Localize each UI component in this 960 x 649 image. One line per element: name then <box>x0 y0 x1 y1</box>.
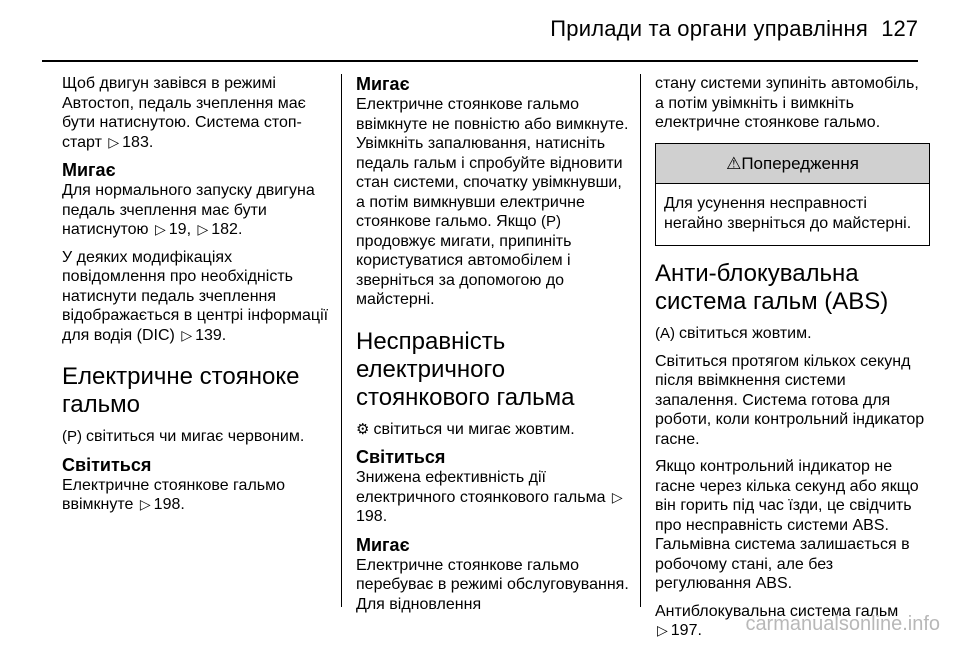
page-ref[interactable]: 182. <box>211 221 243 238</box>
paragraph: Електричне стоянкове гальмо ввімкнуте не повністю або вимкнуте. Увімкніть запалювання, натисніть педаль гальм і спробуйте відновити стан системи, спочатку увімкнувши, а потім вимкнувши електричне стоянкове гальмо. Якщо (P)продовжує мигати, припиніть користуватися автомобілем і зверніться за допомогою до майстерні. <box>356 96 629 308</box>
page-number: 127 <box>881 16 918 41</box>
page-ref-arrow-icon: ▷ <box>154 221 166 237</box>
column-2 <box>356 74 631 622</box>
paragraph: Електричне стоянкове гальмо перебуває в режимі обслуговування. Для відновлення <box>356 556 629 613</box>
column-divider-1 <box>341 74 342 607</box>
page-ref-arrow-icon: ▷ <box>108 133 120 150</box>
subheading-lit: Світиться <box>356 447 446 467</box>
column-3 <box>655 74 930 649</box>
watermark: carmanualsonline.info <box>745 613 940 635</box>
warning-text: Для усунення несправності негайно зверніться до майстерні. <box>664 195 912 232</box>
paragraph: (A) світиться жовтим. <box>655 325 812 342</box>
page-ref[interactable]: 139. <box>195 326 227 344</box>
intro-paragraph: Щоб двигун завівся в режимі Автостоп, педаль зчеплення має бути натиснутою. Система стоп-старт ▷ 183. <box>62 75 306 151</box>
page-ref[interactable]: 198. <box>356 508 388 525</box>
warning-box <box>655 143 930 247</box>
warning-triangle-icon: ⚠ <box>726 153 742 173</box>
section-heading-parking-brake-fault: Несправність електричного стоянкового гальма <box>356 327 575 411</box>
subheading-flashing: Мигає <box>356 74 410 94</box>
paragraph: Знижена ефективність дії електричного стоянкового гальма ▷198. <box>356 468 631 527</box>
paragraph: (P) світиться чи мигає червоним. <box>62 428 305 445</box>
paragraph: стану системи зупиніть автомобіль, а потім увімкніть і вимкніть електричне стоянкове гальмо. <box>655 75 919 131</box>
page-ref-arrow-icon: ▷ <box>657 622 668 638</box>
subheading-flashing: Мигає <box>356 534 410 555</box>
page-ref-arrow-icon: ▷ <box>139 496 151 512</box>
abs-warning-icon: (A) <box>655 325 675 342</box>
paragraph: Для нормального запуску двигуна педаль зчеплення має бути натиснутою ▷ 19, ▷ 182. <box>62 182 315 238</box>
subheading-flashing: Мигає <box>62 160 116 180</box>
section-heading-abs: Анти-блокувальна система гальм (ABS) <box>655 260 889 315</box>
brake-fault-icon: ⚙ <box>356 420 370 438</box>
page-title: Прилади та органи управління <box>550 16 868 41</box>
paragraph: Антиблокувальна система гальм ▷ 197. <box>655 602 899 639</box>
paragraph: ⚙ світиться чи мигає жовтим. <box>356 420 575 438</box>
page-ref[interactable]: 183. <box>122 133 154 151</box>
parking-brake-warning-icon: (P) <box>62 428 82 445</box>
paragraph: У деяких модифікаціях повідомлення про необхідність натиснути педаль зчеплення відображається в центрі інформації для водія (DIC) ▷ 139. <box>62 248 329 344</box>
page-header <box>0 0 960 60</box>
parking-brake-warning-icon: (P) <box>541 213 562 230</box>
section-heading-parking-brake: Електричне стояноке гальмо <box>62 363 300 418</box>
paragraph: Якщо контрольний індикатор не гасне через кілька секунд або якщо він горить під час їзди, це свідчить про несправність системи ABS. Гальмівна система залишається в робочому стані, але без регулювання ABS. <box>655 458 919 592</box>
column-1 <box>62 74 337 523</box>
warning-header: ⚠Попередження <box>656 144 929 185</box>
subheading-lit: Світиться <box>62 454 152 475</box>
page-ref[interactable]: 197. <box>670 622 702 639</box>
page-ref-arrow-icon: ▷ <box>181 326 193 343</box>
page-ref-arrow-icon: ▷ <box>197 221 209 237</box>
column-divider-2 <box>640 74 641 607</box>
page-ref-arrow-icon: ▷ <box>611 488 623 505</box>
paragraph: Світиться протягом кількох секунд після ввімкнення системи запалення. Система готова для роботи, коли контрольний індикатор гасне. <box>655 352 925 448</box>
page-ref[interactable]: 19, <box>168 221 192 238</box>
header-divider <box>42 60 918 62</box>
paragraph: Електричне стоянкове гальмо ввімкнуте ▷ 198. <box>62 476 286 513</box>
page-ref[interactable]: 198. <box>153 496 185 513</box>
